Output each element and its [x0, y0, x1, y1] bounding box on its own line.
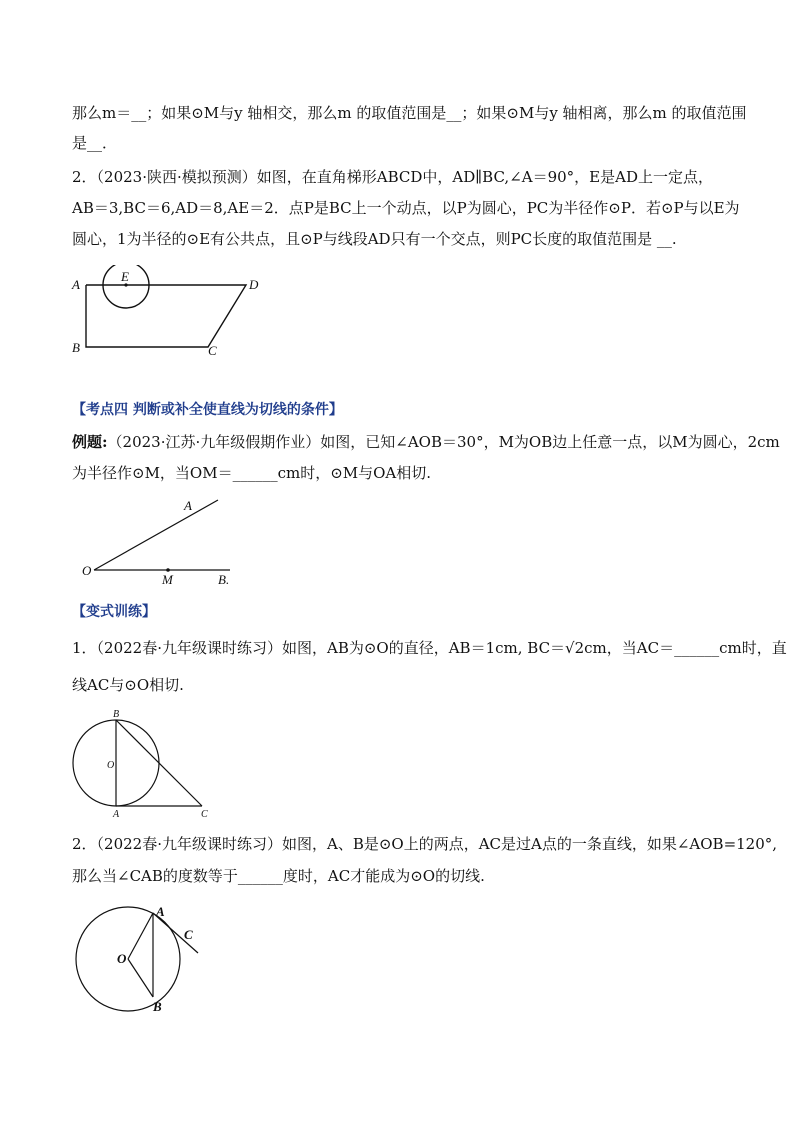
text-line: 为半径作⊙M，当OM＝______cm时，⊙M与OA相切.: [72, 464, 432, 482]
angle-figure: [78, 492, 248, 587]
trapezoid-shape: [86, 285, 246, 347]
label-o: O: [117, 951, 127, 966]
problem-2-title: 2．（2023·陕西·模拟预测）如图，在直角梯形ABCD中，AD∥BC,∠A＝90°，E是AD上一定点，: [72, 168, 713, 186]
radius-ob: [128, 959, 153, 997]
label-c: C: [184, 927, 193, 942]
label-b: B: [113, 709, 120, 720]
label-a: A: [156, 904, 165, 919]
label-e: E: [121, 269, 129, 284]
label-d: D: [249, 277, 259, 292]
label-c: C: [201, 809, 208, 818]
label-o: O: [82, 563, 92, 578]
text-line: 那么m＝__；如果⊙M与y 轴相交，那么m 的取值范围是__；如果⊙M与y 轴相离，那么m 的取值范围: [72, 104, 747, 122]
problem-1-title: 1．（2022春·九年级课时练习）如图，AB为⊙O的直径，AB＝1cm, BC＝√2cm，当AC＝______cm时，直: [72, 639, 787, 657]
label-m: M: [162, 572, 173, 587]
text-line: 线AC与⊙O相切.: [72, 676, 184, 694]
line-bc: [116, 720, 202, 806]
text-line: AB＝3,BC＝6,AD＝8,AE＝2．点P是BC上一个动点，以P为圆心，PC为半径作⊙P．若⊙P与以E为: [72, 199, 740, 217]
label-c: C: [208, 343, 217, 358]
label-a: A: [184, 498, 192, 513]
ray-oa: [94, 500, 218, 570]
trapezoid-figure: [68, 265, 268, 360]
label-b: B.: [218, 572, 230, 587]
label-b: B: [72, 340, 80, 355]
label-o: O: [107, 760, 115, 771]
example-label: 例题:: [72, 433, 108, 451]
text-line: 是__．: [72, 134, 118, 152]
problem-2-title: 2．（2022春·九年级课时练习）如图，A、B是⊙O上的两点，AC是过A点的一条直线，如果∠AOB=120°,: [72, 835, 778, 853]
circle-chord-figure: [68, 893, 218, 1018]
text-line: 圆心，1为半径的⊙E有公共点，且⊙P与线段AD只有一个交点，则PC长度的取值范围是 __.: [72, 230, 677, 248]
example-line: [72, 432, 780, 452]
circle-tangent-figure: [68, 706, 218, 818]
section-heading: 【考点四 判断或补全使直线为切线的条件】: [72, 402, 343, 418]
section-heading: 【变式训练】: [72, 604, 156, 620]
example-text: （2023·江苏·九年级假期作业）如图，已知∠AOB＝30°，M为OB边上任意一点，以M为圆心，2cm: [107, 433, 780, 451]
label-a: A: [113, 809, 120, 818]
label-a: A: [72, 277, 80, 292]
label-b: B: [153, 999, 162, 1014]
radius-oa: [128, 913, 153, 959]
text-line: 那么当∠CAB的度数等于______度时，AC才能成为⊙O的切线.: [72, 867, 485, 885]
